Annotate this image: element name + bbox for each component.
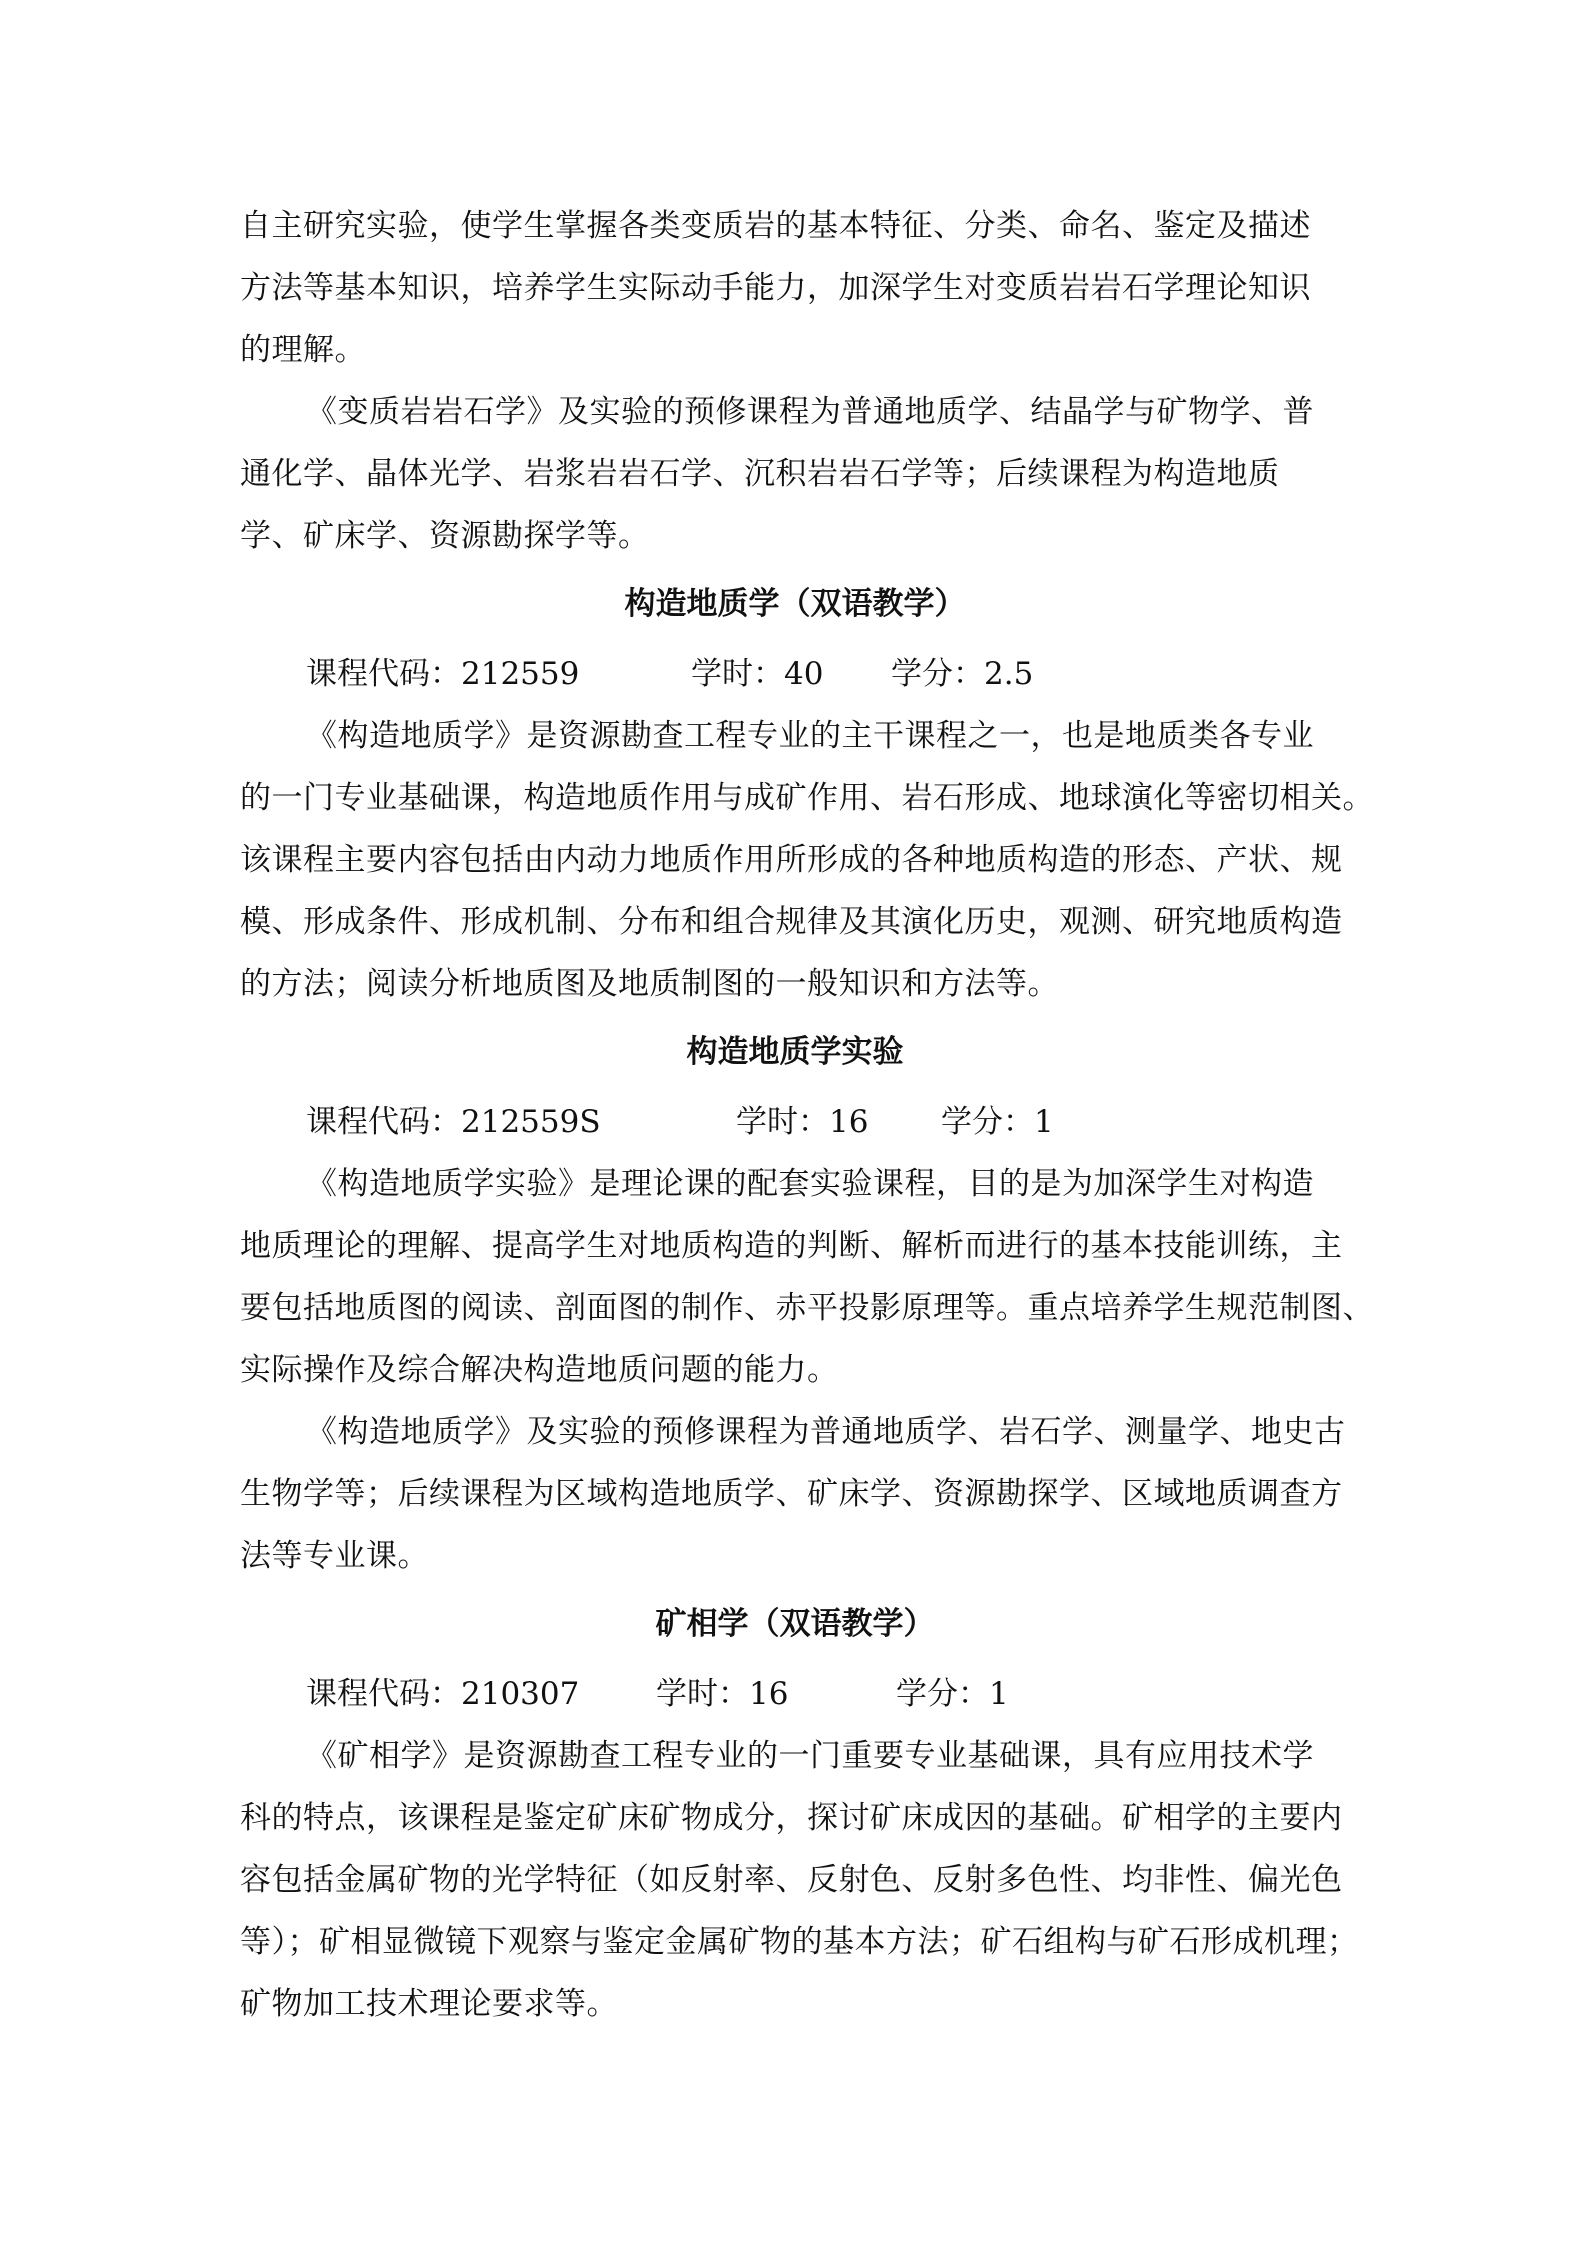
section-heading: 矿相学（双语教学） xyxy=(655,1606,935,1642)
text-line: 等）；矿相显微镜下观察与鉴定金属矿物的基本方法；矿石组构与矿石形成机理； xyxy=(240,1924,1359,1960)
course-meta xyxy=(240,1663,1350,1725)
text-line: 的方法；阅读分析地质图及地质制图的一般知识和方法等。 xyxy=(240,966,1059,1002)
course-meta xyxy=(240,1091,1350,1153)
section-paragraph xyxy=(240,1725,1359,2035)
course-hours: 学时：16 xyxy=(736,1104,869,1140)
course-hours: 学时：16 xyxy=(656,1676,789,1712)
text-line: 要包括地质图的阅读、剖面图的制作、赤平投影原理等。重点培养学生规范制图、 xyxy=(240,1290,1374,1326)
course-code: 课程代码：212559S xyxy=(306,1104,601,1140)
text-line: 的理解。 xyxy=(240,332,366,368)
text-line: 矿物加工技术理论要求等。 xyxy=(240,1986,618,2022)
section-heading: 构造地质学实验 xyxy=(686,1034,904,1070)
text-line: 法等专业课。 xyxy=(240,1538,429,1574)
section-heading: 构造地质学（双语教学） xyxy=(624,586,966,622)
course-section-ore-microscopy xyxy=(240,1593,1359,2035)
text-line: 《变质岩岩石学》及实验的预修课程为普通地质学、结晶学与矿物学、普 xyxy=(306,394,1314,430)
text-line: 《构造地质学实验》是理论课的配套实验课程，目的是为加深学生对构造 xyxy=(306,1166,1314,1202)
course-code: 课程代码：210307 xyxy=(306,1676,580,1712)
text-line: 的一门专业基础课，构造地质作用与成矿作用、岩石形成、地球演化等密切相关。 xyxy=(240,780,1374,816)
course-hours: 学时：40 xyxy=(691,656,824,692)
text-line: 模、形成条件、形成机制、分布和组合规律及其演化历史，观测、研究地质构造 xyxy=(240,904,1343,940)
course-code: 课程代码：212559 xyxy=(306,656,580,692)
course-credits: 学分：1 xyxy=(896,1676,1009,1712)
text-line: 实际操作及综合解决构造地质问题的能力。 xyxy=(240,1352,839,1388)
text-line: 科的特点，该课程是鉴定矿床矿物成分，探讨矿床成因的基础。矿相学的主要内 xyxy=(240,1800,1343,1836)
course-section-structural-geology-lab xyxy=(240,1021,1374,1587)
text-line: 该课程主要内容包括由内动力地质作用所形成的各种地质构造的形态、产状、规 xyxy=(240,842,1343,878)
course-meta xyxy=(240,643,1350,705)
document-body xyxy=(240,195,1374,2035)
text-line: 生物学等；后续课程为区域构造地质学、矿床学、资源勘探学、区域地质调查方 xyxy=(240,1476,1343,1512)
text-line: 《构造地质学》是资源勘查工程专业的主干课程之一，也是地质类各专业 xyxy=(306,718,1314,754)
text-line: 地质理论的理解、提高学生对地质构造的判断、解析而进行的基本技能训练，主 xyxy=(240,1228,1343,1264)
course-credits: 学分：1 xyxy=(941,1104,1054,1140)
text-line: 自主研究实验，使学生掌握各类变质岩的基本特征、分类、命名、鉴定及描述 xyxy=(240,208,1311,244)
section-paragraph xyxy=(240,705,1374,1015)
intro-paragraph-2 xyxy=(240,381,1350,567)
text-line: 容包括金属矿物的光学特征（如反射率、反射色、反射多色性、均非性、偏光色 xyxy=(240,1862,1343,1898)
course-credits: 学分：2.5 xyxy=(891,656,1034,692)
text-line: 学、矿床学、资源勘探学等。 xyxy=(240,518,650,554)
course-section-structural-geology xyxy=(240,573,1374,1015)
text-line: 通化学、晶体光学、岩浆岩岩石学、沉积岩岩石学等；后续课程为构造地质 xyxy=(240,456,1280,492)
section-paragraph xyxy=(240,1153,1374,1401)
section-paragraph xyxy=(240,1401,1350,1587)
intro-paragraph-1 xyxy=(240,195,1350,381)
text-line: 《矿相学》是资源勘查工程专业的一门重要专业基础课，具有应用技术学 xyxy=(306,1738,1314,1774)
text-line: 方法等基本知识，培养学生实际动手能力，加深学生对变质岩岩石学理论知识 xyxy=(240,270,1311,306)
text-line: 《构造地质学》及实验的预修课程为普通地质学、岩石学、测量学、地史古 xyxy=(306,1414,1346,1450)
